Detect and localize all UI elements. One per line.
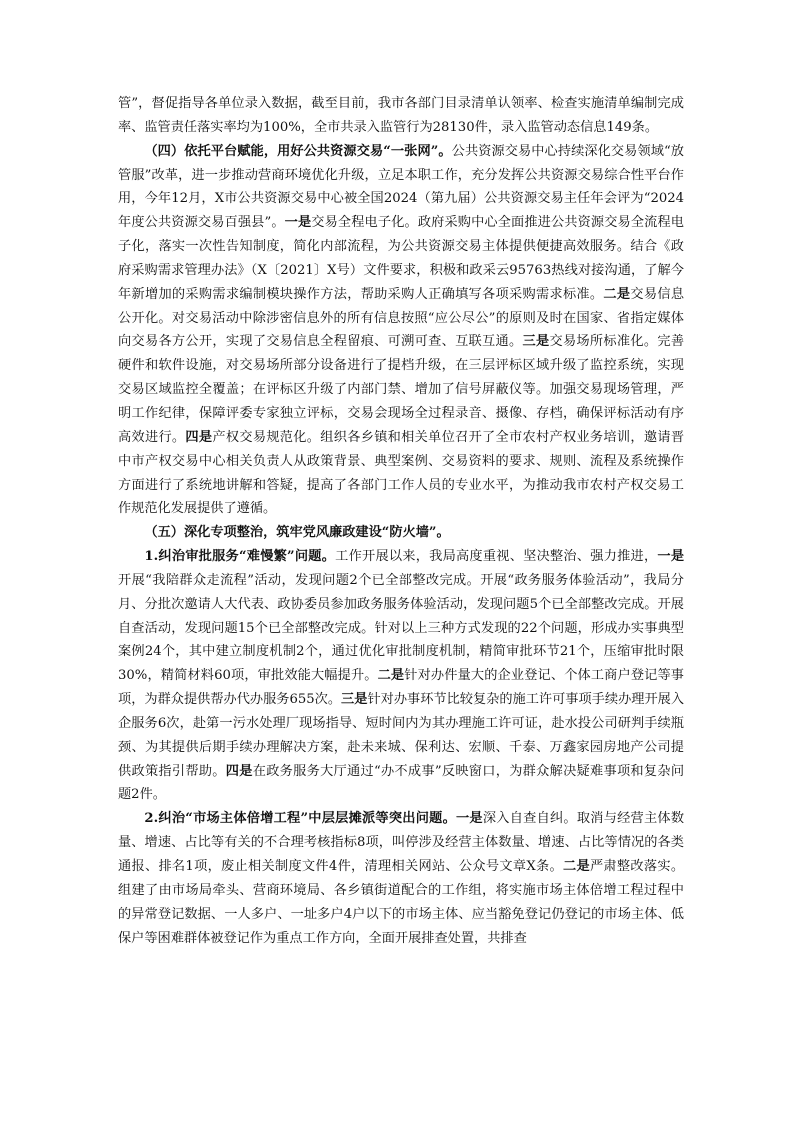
paragraph-text: 交易场所标准化。完善硬件和软件设施，对交易场所部分设备进行了提档升级，在三层评标区域升级了监控系统，实现交易区域监控全覆盖；在评标区升级了内部门禁、增加了信号屏蔽仪等。加强交易现场管理，严明工作纪律，保障评委专家独立评标，交易会现场全过程录音、摄像、存档，确保评标活动有序高效进行。 [118,334,685,445]
paragraph-text: 针对办事环节比较复杂的施工许可事项手续办理开展入企服务6次，赴第一污水处理厂现场指导、短时间内为其办理施工许可证，赴水投公司研判手续瓶颈、为其提供后期手续办理解决方案，赴未来城、保利达、宏顺、千泰、万鑫家园房地产公司提供政策指引帮助。 [118,692,685,779]
point-marker: 四是 [225,763,253,779]
paragraph-text: 交易全程电子化。政府采购中心全面推进公共资源交易全流程电子化，落实一次性告知制度，简化内部流程，为公共资源交易主体提供便捷高效服务。结合《政府采购需求管理办法》（X〔2021〕X号）文件要求，积极和政采云95763热线对接沟通，了解今年新增加的采购需求编制模块操作方法，帮助采购人正确填写各项采购需求标准。 [118,215,684,302]
subsection-two-heading: 2.纠治“市场主体倍增工程”中层层摊派等突出问题。 [144,811,456,827]
paragraph-text: 开展“我陪群众走流程”活动，发现问题2个已全部整改完成。开展“政务服务体验活动”，我局分月、分批次邀请人大代表、政协委员参加政务服务体验活动，发现问题5个已全部整改完成。开展自查活动，发现问题15个已全部整改完成。针对以上三种方式发现的22个问题，形成办实事典型案例24个，其中建立制度机制2个，通过优化审批制度机制，精简审批环节21个，压缩审批时限30%，精简材料60项，审批效能大幅提升。 [118,572,684,684]
section-four-heading: （四）依托平台赋能，用好公共资源交易“一张网”。 [144,143,452,159]
paragraph-continuation [118,92,684,140]
paragraph-text: 针对办件量大的企业登记、个体工商户登记等事项，为群众提供帮办代办服务655次。 [118,668,684,708]
point-marker: 二是 [562,859,590,874]
point-marker: 二是 [603,286,631,302]
point-marker: 一是 [456,811,483,827]
paragraph-text: 产权交易规范化。组织各乡镇和相关单位召开了全市农村产权业务培训，邀请晋中市产权交易中心相关负责人从政策背景、典型案例、交易资料的要求、规则、流程及系统操作方面进行了系统地讲解和答疑，提高了各部门工作人员的专业水平，为推动我市农村产权交易工作规范化发展提供了遵循。 [118,429,685,517]
section-five-heading: （五）深化专项整治，筑牢党风廉政建设“防火墙”。 [144,525,450,541]
subsection-two-paragraph [118,807,684,950]
document-body [118,92,684,950]
paragraph-text: 工作开展以来，我局高度重视、坚决整治、强力推进， [335,549,658,565]
paragraph-text: 公共资源交易中心持续深化交易领域“放管服”改革，进一步推动营商环境优化升级，立足本职工作，充分发挥公共资源交易综合性平台作用，今年12月，X市公共资源交易中心被全国2024（第九届）公共资源交易主任年会评为“2024年度公共资源交易百强县”。 [118,143,684,231]
subsection-one-heading: 1.纠治审批服务“难慢繁”问题。 [144,549,336,565]
point-marker: 四是 [185,429,213,445]
section-four-paragraph [118,140,684,522]
point-marker: 三是 [341,692,368,708]
paragraph-text: 深入自查自纠。取消与经营主体数量、增速、占比等有关的不合理考核指标8项，叫停涉及经营主体数量、增速、占比等情况的各类通报、排名1项，废止相关制度文件4件，清理相关网站、公众号文章X条。 [118,811,685,874]
paragraph-text: 在政务服务大厅通过“办不成事”反映窗口，为群众解决疑难事项和复杂问题2件。 [118,763,685,803]
point-marker: 一是 [657,549,685,565]
paragraph-text: 严肃整改落实。组建了由市场局牵头、营商环境局、各乡镇街道配合的工作组，将实施市场主体倍增工程过程中的异常登记数据、一人多户、一址多户4户以下的市场主体、应当豁免登记仍登记的市场主体、低保户等困难群体被登记作为重点工作方向，全面开展排查处置，共排查 [118,859,685,946]
point-marker: 三是 [522,334,550,350]
subsection-one-paragraph [118,545,684,807]
point-marker: 一是 [284,215,312,231]
paragraph-text: 交易信息公开化。对交易活动中除涉密信息外的所有信息按照“应公尽公”的原则及时在国家、省指定媒体向交易各方公开，实现了交易信息全程留痕、可溯可查、互联互通。 [118,286,685,350]
paragraph-text: 管”，督促指导各单位录入数据，截至目前，我市各部门目录清单认领率、检查实施清单编制完成率、监管责任落实率均为100%，全市共录入监管行为28130件，录入监管动态信息149条。 [118,96,684,135]
point-marker: 二是 [377,668,405,684]
